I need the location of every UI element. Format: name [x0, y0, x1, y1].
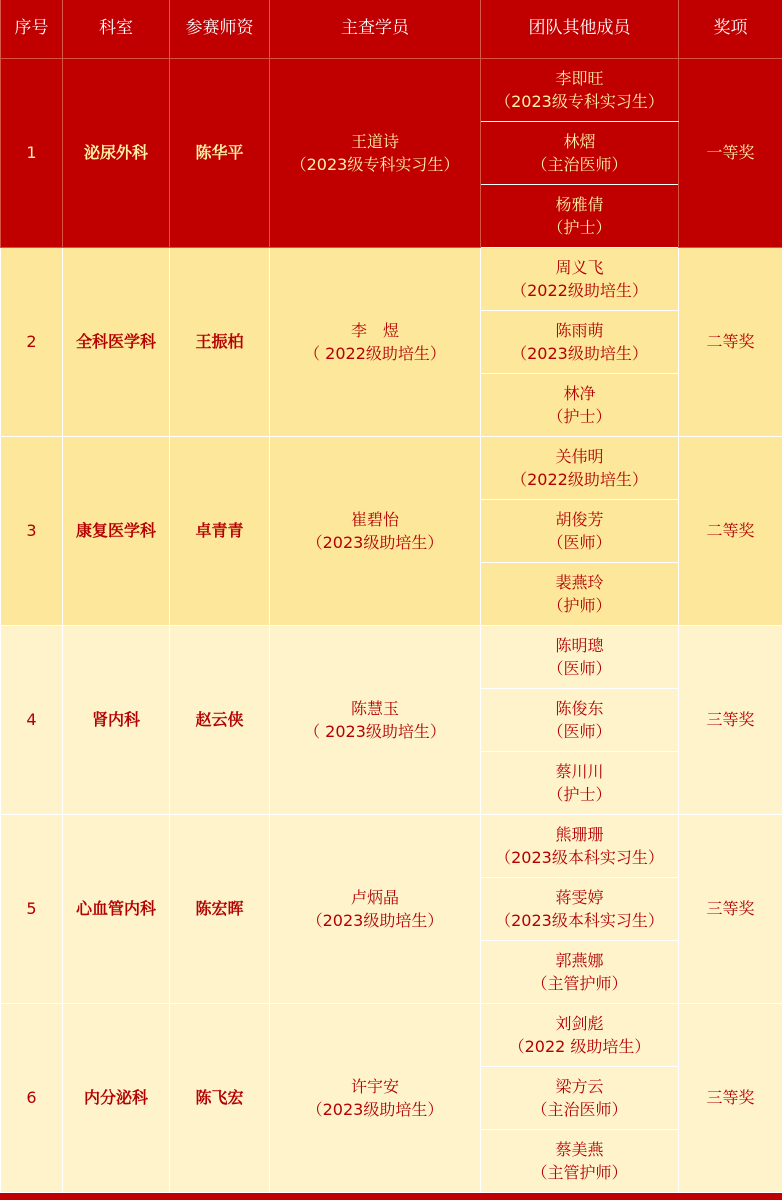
member-name: 蔡美燕	[555, 1139, 604, 1159]
header-mentor: 参赛师资	[170, 0, 270, 58]
department-cell: 泌尿外科	[63, 58, 170, 247]
examiner-name: 崔碧怡	[350, 509, 399, 529]
department-cell: 心血管内科	[63, 814, 170, 1003]
award-cell: 二等奖	[679, 436, 782, 625]
member-name: 郭燕娜	[555, 950, 604, 970]
team-member-cell	[481, 940, 679, 1003]
department-cell: 内分泌科	[63, 1003, 170, 1192]
examiner-role: （ 2023级助培生）	[304, 721, 446, 741]
member-name: 蔡川川	[555, 761, 604, 781]
mentor-cell: 赵云侠	[170, 625, 270, 814]
examiner-name: 卢炳晶	[350, 887, 399, 907]
index-cell: 2	[1, 247, 63, 436]
team-member-cell	[481, 184, 679, 247]
team-member-cell	[481, 625, 679, 688]
award-cell: 三等奖	[679, 1003, 782, 1192]
member-name: 梁方云	[555, 1076, 604, 1096]
examiner-role: （2023级助培生）	[306, 532, 444, 552]
member-role: （2022级助培生）	[511, 280, 648, 300]
member-role: （2023级本科实习生）	[495, 847, 664, 867]
examiner-name: 李 煜	[350, 320, 399, 340]
team-member-cell	[481, 499, 679, 562]
examiner-cell	[270, 247, 481, 436]
team-member-cell	[481, 247, 679, 310]
header-award: 奖项	[679, 0, 782, 58]
team-member-cell	[481, 373, 679, 436]
team-member-cell	[481, 1003, 679, 1066]
table-body	[1, 58, 782, 1192]
mentor-cell: 王振柏	[170, 247, 270, 436]
member-role: （医师）	[547, 721, 612, 741]
member-role: （护师）	[547, 595, 612, 615]
index-cell: 5	[1, 814, 63, 1003]
member-name: 李即旺	[555, 68, 604, 88]
team-member-cell	[481, 1129, 679, 1192]
examiner-role: （2023级助培生）	[306, 1099, 444, 1119]
member-name: 熊珊珊	[555, 824, 604, 844]
member-name: 刘剑彪	[555, 1013, 604, 1033]
member-role: （主管护师）	[531, 973, 628, 993]
member-name: 胡俊芳	[555, 509, 604, 529]
table-header	[1, 0, 782, 58]
member-name: 陈雨萌	[555, 320, 604, 340]
award-cell: 三等奖	[679, 814, 782, 1003]
member-role: （2022 级助培生）	[508, 1036, 651, 1056]
team-member-cell	[481, 688, 679, 751]
member-name: 关伟明	[555, 446, 604, 466]
header-row	[1, 0, 782, 58]
index-cell: 1	[1, 58, 63, 247]
examiner-name: 陈慧玉	[350, 698, 399, 718]
member-name: 林净	[563, 383, 596, 403]
examiner-role: （ 2022级助培生）	[304, 343, 446, 363]
mentor-cell: 卓青青	[170, 436, 270, 625]
member-role: （主治医师）	[531, 1099, 628, 1119]
member-role: （2023级专科实习生）	[495, 91, 664, 111]
table-row	[1, 58, 782, 121]
department-cell: 康复医学科	[63, 436, 170, 625]
table-row	[1, 247, 782, 310]
index-cell: 6	[1, 1003, 63, 1192]
team-member-cell	[481, 436, 679, 499]
team-member-cell	[481, 1066, 679, 1129]
header-department: 科室	[63, 0, 170, 58]
award-cell: 一等奖	[679, 58, 782, 247]
member-name: 裴燕玲	[555, 572, 604, 592]
table-row	[1, 436, 782, 499]
member-role: （2023级助培生）	[511, 343, 648, 363]
member-role: （2022级助培生）	[511, 469, 648, 489]
team-member-cell	[481, 562, 679, 625]
member-name: 陈俊东	[555, 698, 604, 718]
examiner-cell	[270, 1003, 481, 1192]
award-cell: 三等奖	[679, 625, 782, 814]
examiner-cell	[270, 625, 481, 814]
department-cell: 全科医学科	[63, 247, 170, 436]
team-member-cell	[481, 751, 679, 814]
team-member-cell	[481, 310, 679, 373]
examiner-cell	[270, 58, 481, 247]
member-name: 杨雅倩	[555, 194, 604, 214]
header-examiner: 主查学员	[270, 0, 481, 58]
award-cell: 二等奖	[679, 247, 782, 436]
member-name: 周义飞	[555, 257, 604, 277]
mentor-cell: 陈飞宏	[170, 1003, 270, 1192]
member-name: 林熠	[563, 131, 596, 151]
table-row	[1, 814, 782, 877]
member-role: （医师）	[547, 658, 612, 678]
examiner-role: （2023级助培生）	[306, 910, 444, 930]
member-role: （主管护师）	[531, 1162, 628, 1182]
team-member-cell	[481, 877, 679, 940]
table-row	[1, 1003, 782, 1066]
header-index: 序号	[1, 0, 63, 58]
department-cell: 肾内科	[63, 625, 170, 814]
team-member-cell	[481, 58, 679, 121]
table-row	[1, 625, 782, 688]
member-role: （2023级本科实习生）	[495, 910, 664, 930]
index-cell: 3	[1, 436, 63, 625]
mentor-cell: 陈宏晖	[170, 814, 270, 1003]
header-team: 团队其他成员	[481, 0, 679, 58]
team-member-cell	[481, 121, 679, 184]
member-role: （主治医师）	[531, 154, 628, 174]
examiner-name: 王道诗	[350, 131, 399, 151]
member-role: （医师）	[547, 532, 612, 552]
member-role: （护士）	[547, 217, 612, 237]
mentor-cell: 陈华平	[170, 58, 270, 247]
index-cell: 4	[1, 625, 63, 814]
member-name: 蒋雯婷	[555, 887, 604, 907]
examiner-name: 许宇安	[350, 1076, 399, 1096]
examiner-cell	[270, 436, 481, 625]
member-role: （护士）	[547, 784, 612, 804]
member-role: （护士）	[547, 406, 612, 426]
examiner-role: （2023级专科实习生）	[290, 154, 460, 174]
member-name: 陈明璁	[555, 635, 604, 655]
team-member-cell	[481, 814, 679, 877]
examiner-cell	[270, 814, 481, 1003]
